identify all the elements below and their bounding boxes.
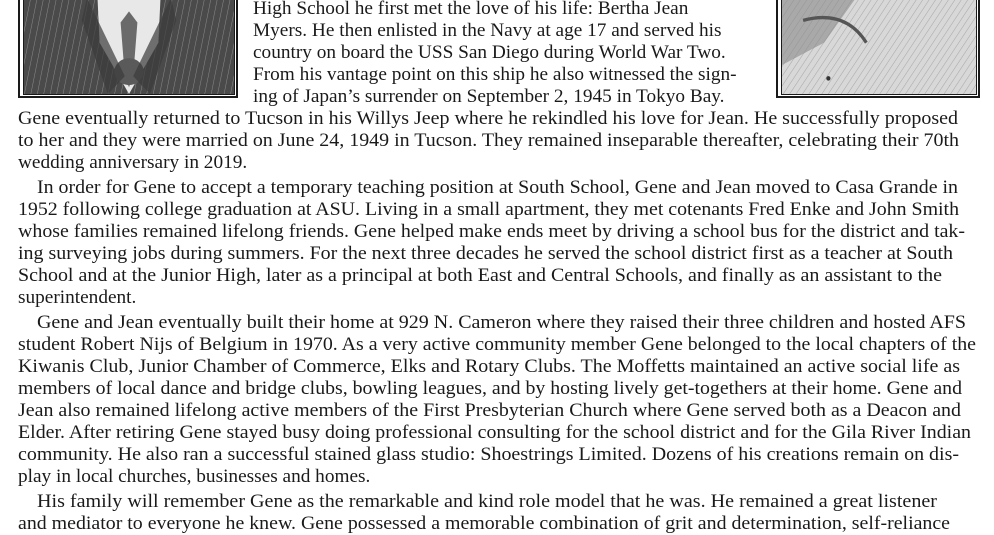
text-line: country on board the USS San Diego during World War Two.: [253, 42, 726, 63]
text-line: to her and they were married on June 24, 1949 in Tucson. They remained inseparable thereafter, celebrating their 70th: [18, 130, 959, 151]
text-line: His family will remember Gene as the remarkable and kind role model that he was. He remained a great listener: [37, 491, 937, 512]
text-line: play in local churches, businesses and homes.: [18, 466, 371, 487]
text-line: 1952 following college graduation at ASU. Living in a small apartment, they met cotenants Fred Enke and John Smith: [18, 199, 959, 220]
text-line: ing of Japan’s surrender on September 2, 1945 in Tokyo Bay.: [253, 86, 725, 107]
text-line: Gene and Jean eventually built their home at 929 N. Cameron where they raised their three children and hosted AFS: [37, 312, 966, 333]
text-line: wedding anniversary in 2019.: [18, 152, 248, 173]
text-line: community. He also ran a successful stained glass studio: Shoestrings Limited. Dozens of his creations remain on dis-: [18, 444, 960, 465]
text-line: Myers. He then enlisted in the Navy at age 17 and served his: [253, 20, 722, 41]
text-line: Gene eventually returned to Tucson in his Willys Jeep where he rekindled his love for Jean. He successfully proposed: [18, 108, 958, 129]
text-line: members of local dance and bridge clubs, bowling leagues, and by hosting lively get-togethers at their home. Gene and: [18, 378, 962, 399]
text-line: Elder. After retiring Gene stayed busy doing professional consulting for the school district and for the Gila River Indian: [18, 422, 972, 443]
text-line: student Robert Nijs of Belgium in 1970. As a very active community member Gene belonged to the local chapters of the: [18, 334, 976, 355]
text-line: superintendent.: [18, 287, 137, 308]
text-line: School and at the Junior High, later as a principal at both East and Central Schools, and finally as an assistant to the: [18, 265, 942, 286]
text-line: and mediator to everyone he knew. Gene possessed a memorable combination of grit and determination, self-reliance: [18, 513, 950, 534]
text-line: whose families remained lifelong friends. Gene helped make ends meet by driving a school bus for the district and tak-: [18, 221, 965, 242]
text-line: From his vantage point on this ship he also witnessed the sign-: [253, 64, 737, 85]
text-line: ing surveying jobs during summers. For the next three decades he served the school district first as a teacher at South: [18, 243, 953, 264]
portrait-suit-image: [24, 0, 234, 94]
text-line: Kiwanis Club, Junior Chamber of Commerce, Elks and Rotary Clubs. The Moffetts maintained an active social life as: [18, 356, 960, 377]
text-line: In order for Gene to accept a temporary teaching position at South School, Gene and Jean moved to Casa Grande in: [37, 177, 958, 198]
text-line: Jean also remained lifelong active members of the First Presbyterian Church where Gene served both as a Deacon and: [18, 400, 961, 421]
portrait-shirt-image: [782, 0, 976, 94]
portrait-photo-older: [776, 0, 980, 98]
portrait-photo-young: [18, 0, 238, 98]
text-line: High School he first met the love of his life: Bertha Jean: [253, 0, 689, 19]
